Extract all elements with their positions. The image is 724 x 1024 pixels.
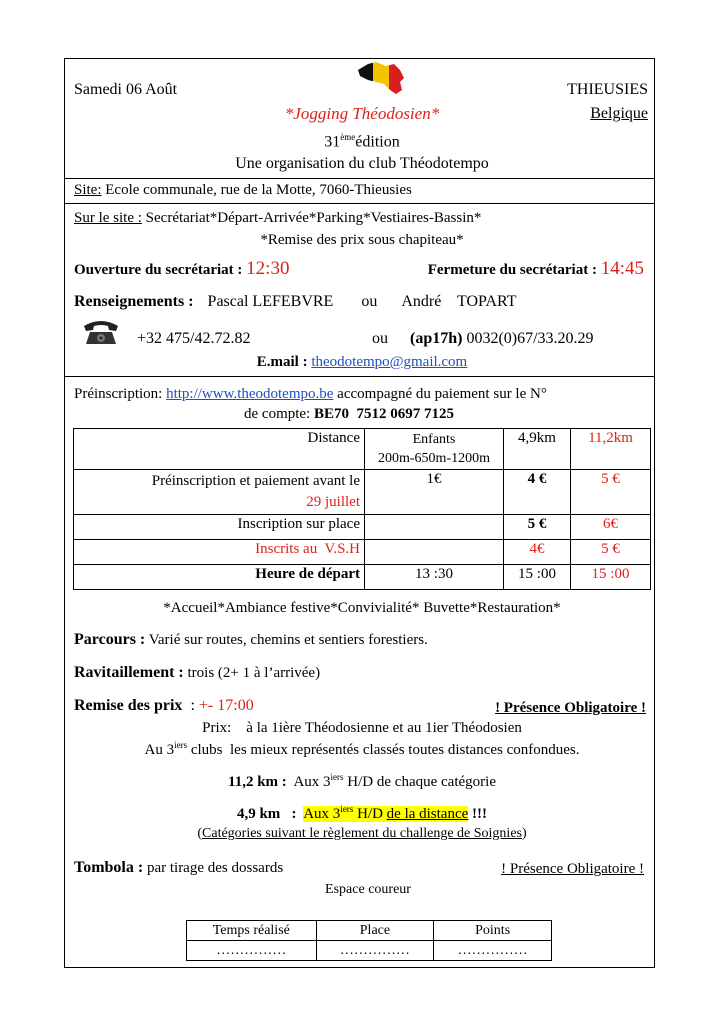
site-label: Site: xyxy=(74,182,102,198)
price-table xyxy=(73,428,651,590)
tombola-line xyxy=(74,859,283,877)
cell-enfants xyxy=(365,515,504,540)
event-town: THIEUSIES xyxy=(567,81,648,98)
edition xyxy=(0,132,724,151)
categories-note: (Catégories suivant le règlement du challenge de Soignies) xyxy=(197,826,527,841)
preinscription-line xyxy=(74,386,547,403)
organisation: Une organisation du club Théodotempo xyxy=(235,155,489,172)
prizes-colon: : xyxy=(182,697,199,714)
col-place: Place xyxy=(316,921,434,941)
close-label: Fermeture du secrétariat : xyxy=(427,262,601,278)
km49-hl-a: Aux 3 xyxy=(303,806,341,822)
runner-entry-row xyxy=(187,941,552,961)
website-link[interactable]: http://www.theodotempo.be xyxy=(166,386,334,402)
cell-112km: 5 € xyxy=(571,470,651,515)
divider xyxy=(64,376,655,377)
edition-word: édition xyxy=(355,133,400,151)
km49-label: 4,9 km : xyxy=(236,806,297,822)
time-entry: …………… xyxy=(187,941,317,961)
header-49km: 4,9km xyxy=(504,429,571,470)
row-label: Inscrits au V.S.H xyxy=(74,540,365,565)
account-number: BE70 7512 0697 7125 xyxy=(313,406,454,422)
after-17h: (ap17h) xyxy=(410,330,463,347)
on-site-line xyxy=(74,210,481,227)
telephone-icon xyxy=(80,318,122,346)
table-row xyxy=(74,565,651,590)
row-label: Préinscription et paiement avant le xyxy=(151,473,360,489)
row-deadline: 29 juillet xyxy=(306,494,360,510)
runner-space-table xyxy=(186,920,552,961)
tombola-presence: ! Présence Obligatoire ! xyxy=(501,861,644,877)
or-1: ou xyxy=(361,293,378,310)
ravitaillement-line xyxy=(74,664,320,682)
km112-label: 11,2 km : xyxy=(228,774,287,790)
account-prefix: de compte: xyxy=(244,406,314,422)
cell-112km: 5 € xyxy=(571,540,651,565)
km112-b: H/D de chaque catégorie xyxy=(343,774,496,790)
runner-header-row xyxy=(187,921,552,941)
prizes-line2-b: clubs les mieux représentés classés toutes distances confondues. xyxy=(187,742,580,758)
on-site-text: Secrétariat*Départ-Arrivée*Parking*Vestiaires-Bassin* xyxy=(141,210,482,226)
categories-text: Catégories suivant le règlement du challenge de Soignies xyxy=(202,826,522,841)
ambiance: *Accueil*Ambiance festive*Convivialité* Buvette*Restauration* xyxy=(163,600,561,616)
place-entry: …………… xyxy=(316,941,434,961)
tombola-label: Tombola : xyxy=(74,859,144,876)
km49-hl-sup: iers xyxy=(340,804,354,814)
email-line xyxy=(0,354,724,371)
site-line xyxy=(74,182,412,199)
open-time: 12:30 xyxy=(246,258,290,279)
header-112km: 11,2km xyxy=(571,429,651,470)
prizes-presence: ! Présence Obligatoire ! xyxy=(495,700,646,716)
km112-sup: iers xyxy=(330,772,344,782)
contacts-label: Renseignements : xyxy=(74,293,194,310)
event-date: Samedi 06 Août xyxy=(74,81,178,98)
parcours-line xyxy=(74,631,428,649)
km49-hl-b: H/D xyxy=(353,806,387,822)
divider xyxy=(64,178,655,179)
col-points: Points xyxy=(434,921,552,941)
table-header-row xyxy=(74,429,651,470)
open-label: Ouverture du secrétariat : xyxy=(74,262,247,278)
phone-1: +32 475/42.72.82 xyxy=(137,330,251,347)
km49-tail: !!! xyxy=(468,806,488,822)
cell-112km: 15 :00 xyxy=(571,565,651,590)
event-country: Belgique xyxy=(590,105,648,122)
cell-112km: 6€ xyxy=(571,515,651,540)
prizes-line2-a: Au 3 xyxy=(144,742,175,758)
parcours-text: Varié sur routes, chemins et sentiers forestiers. xyxy=(145,632,428,648)
cell-49km: 4 € xyxy=(504,470,571,515)
table-row xyxy=(74,470,651,515)
person-1: Pascal LEFEBVRE xyxy=(207,293,334,310)
header-enfants: Enfants 200m-650m-1200m xyxy=(365,429,504,470)
cell-49km: 15 :00 xyxy=(504,565,571,590)
parcours-label: Parcours : xyxy=(74,631,146,648)
prizes-time: +- 17:00 xyxy=(198,697,254,714)
email-label: E.mail : xyxy=(256,354,308,370)
row-label: Inscription sur place xyxy=(74,515,365,540)
phone-2: 0032(0)67/33.20.29 xyxy=(462,330,594,347)
on-site-label: Sur le site : xyxy=(74,210,142,226)
tombola-text: par tirage des dossards xyxy=(143,860,284,876)
prizes-label: Remise des prix xyxy=(74,697,183,714)
phone-2-line xyxy=(410,330,594,348)
row-preinscription-label xyxy=(74,470,365,515)
divider xyxy=(64,203,655,204)
edition-sup: ème xyxy=(340,132,356,142)
close-line xyxy=(428,258,644,280)
account-line xyxy=(244,406,454,423)
prizes-line1: Prix: à la 1ière Théodosienne et au 1ier Théodosien xyxy=(202,720,522,736)
runner-space-title: Espace coureur xyxy=(325,882,411,897)
points-entry: …………… xyxy=(434,941,552,961)
prizes-49km xyxy=(0,804,724,823)
open-line xyxy=(74,258,289,280)
table-row xyxy=(74,515,651,540)
contacts-line xyxy=(74,293,517,311)
table-row xyxy=(74,540,651,565)
row-label: Heure de départ xyxy=(74,565,365,590)
edition-number: 31 xyxy=(324,133,341,151)
cell-49km: 4€ xyxy=(504,540,571,565)
site-text: Ecole communale, rue de la Motte, 7060-Thieusies xyxy=(101,182,412,198)
cell-enfants: 13 :30 xyxy=(365,565,504,590)
preinscription-text: accompagné du paiement sur le N° xyxy=(333,386,547,402)
prizes-112km xyxy=(0,772,724,791)
prizes-line2 xyxy=(0,740,724,759)
ravitaillement-text: trois (2+ 1 à l’arrivée) xyxy=(183,665,321,681)
event-title: *Jogging Théodosien* xyxy=(284,104,440,123)
email-link[interactable]: theodotempo@gmail.com xyxy=(311,354,468,370)
header-distance: Distance xyxy=(74,429,365,470)
km49-highlight xyxy=(303,806,468,822)
close-time: 14:45 xyxy=(600,258,644,279)
km112-a: Aux 3 xyxy=(286,774,331,790)
belgium-map-flag-icon xyxy=(356,60,406,96)
col-time: Temps réalisé xyxy=(187,921,317,941)
cell-49km: 5 € xyxy=(504,515,571,540)
prizes-line2-sup: iers xyxy=(174,740,188,750)
ravitaillement-label: Ravitaillement : xyxy=(74,664,184,681)
km49-hl-u: de la distance xyxy=(386,806,469,822)
or-2: ou xyxy=(372,330,388,347)
cell-enfants xyxy=(365,540,504,565)
preinscription-label: Préinscription: xyxy=(74,386,167,402)
prizes-line xyxy=(74,697,254,715)
on-site-line2: *Remise des prix sous chapiteau* xyxy=(260,232,464,248)
cell-enfants: 1€ xyxy=(365,470,504,515)
person-2: André TOPART xyxy=(401,293,517,310)
